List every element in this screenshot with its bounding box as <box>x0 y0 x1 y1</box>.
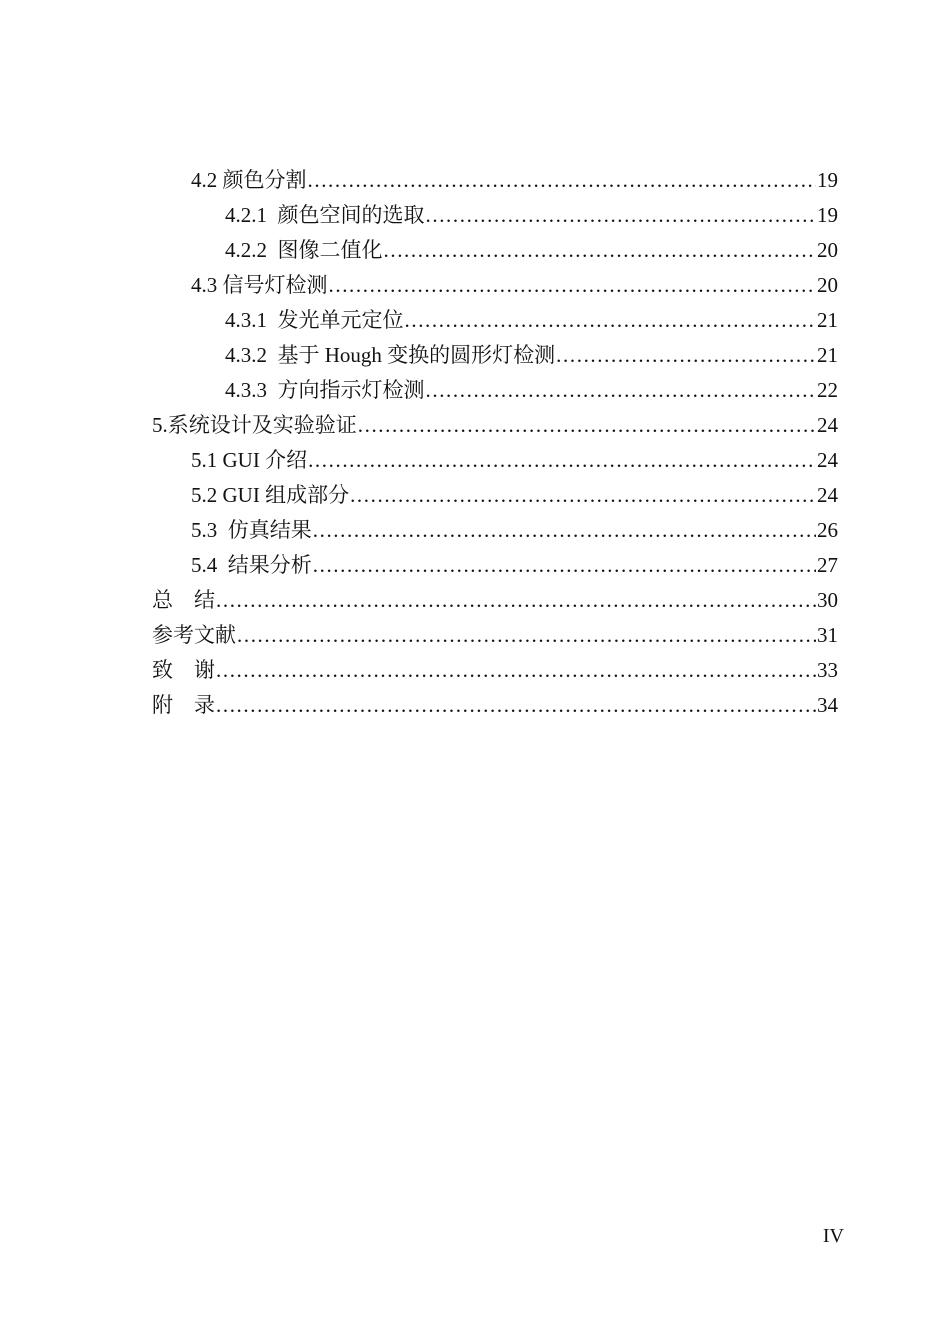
toc-entry-page-number: 22 <box>817 378 838 402</box>
toc-entry[interactable] <box>152 233 838 268</box>
toc-entry[interactable] <box>152 303 838 338</box>
toc-entry-page-number: 27 <box>817 553 838 577</box>
toc-entry[interactable] <box>152 478 838 513</box>
toc-entry[interactable] <box>152 443 838 478</box>
toc-dot-leader <box>426 198 817 233</box>
toc-entry[interactable] <box>152 163 838 198</box>
toc-entry-label: 5.3 仿真结果 <box>191 518 312 542</box>
toc-entry[interactable] <box>152 198 838 233</box>
toc-entry-label: 致 谢 <box>152 658 215 682</box>
toc-entry[interactable] <box>152 373 838 408</box>
toc-entry-label: 5.2 GUI 组成部分 <box>191 483 350 507</box>
toc-entry[interactable] <box>152 338 838 373</box>
toc-entry-page-number: 33 <box>817 658 838 682</box>
toc-entry-page-number: 20 <box>817 238 838 262</box>
toc-entry-label: 参考文献 <box>152 623 236 647</box>
toc-dot-leader <box>313 548 816 583</box>
toc-entry[interactable] <box>152 583 838 618</box>
toc-entry-label: 5.4 结果分析 <box>191 553 312 577</box>
toc-dot-leader <box>358 408 816 443</box>
footer-page-number: IV <box>822 1225 844 1247</box>
toc-entry-page-number: 31 <box>817 623 838 647</box>
toc-entry-page-number: 21 <box>817 308 838 332</box>
toc-entry-page-number: 34 <box>817 693 838 717</box>
toc-entry[interactable] <box>152 653 838 688</box>
toc-entry-label: 4.3.1 发光单元定位 <box>225 308 404 332</box>
toc-dot-leader <box>405 303 817 338</box>
toc-entry[interactable] <box>152 618 838 653</box>
toc-entry[interactable] <box>152 513 838 548</box>
toc-dot-leader <box>216 653 816 688</box>
toc-entry-label: 4.3.3 方向指示灯检测 <box>225 378 425 402</box>
toc-entry-label: 4.2.1 颜色空间的选取 <box>225 203 425 227</box>
page-footer <box>823 1224 844 1248</box>
toc-entry[interactable] <box>152 548 838 583</box>
toc-entry-page-number: 19 <box>817 168 838 192</box>
toc-entry-label: 4.2.2 图像二值化 <box>225 238 383 262</box>
toc-entry-page-number: 19 <box>817 203 838 227</box>
toc-entry-label: 5.系统设计及实验验证 <box>152 413 357 437</box>
toc-dot-leader <box>237 618 816 653</box>
toc-dot-leader <box>308 443 816 478</box>
toc-entry-page-number: 24 <box>817 448 838 472</box>
toc-entry-page-number: 30 <box>817 588 838 612</box>
toc-dot-leader <box>216 583 816 618</box>
toc-entry-label: 5.1 GUI 介绍 <box>191 448 308 472</box>
toc-dot-leader <box>308 163 817 198</box>
toc-dot-leader <box>556 338 816 373</box>
toc-list <box>152 163 838 723</box>
toc-entry[interactable] <box>152 408 838 443</box>
toc-dot-leader <box>216 688 816 723</box>
toc-entry-page-number: 24 <box>817 413 838 437</box>
toc-entry-page-number: 21 <box>817 343 838 367</box>
toc-entry-label: 4.2 颜色分割 <box>191 168 307 192</box>
toc-entry-label: 总 结 <box>152 588 215 612</box>
toc-dot-leader <box>350 478 816 513</box>
toc-dot-leader <box>384 233 817 268</box>
toc-entry-label: 附 录 <box>152 693 215 717</box>
toc-dot-leader <box>313 513 816 548</box>
toc-entry-page-number: 26 <box>817 518 838 542</box>
toc-entry-page-number: 24 <box>817 483 838 507</box>
toc-entry[interactable] <box>152 688 838 723</box>
toc-entry[interactable] <box>152 268 838 303</box>
toc-dot-leader <box>329 268 817 303</box>
toc-entry-label: 4.3.2 基于 Hough 变换的圆形灯检测 <box>225 343 556 367</box>
toc-entry-label: 4.3 信号灯检测 <box>191 273 328 297</box>
toc-dot-leader <box>426 373 817 408</box>
toc-entry-page-number: 20 <box>817 273 838 297</box>
